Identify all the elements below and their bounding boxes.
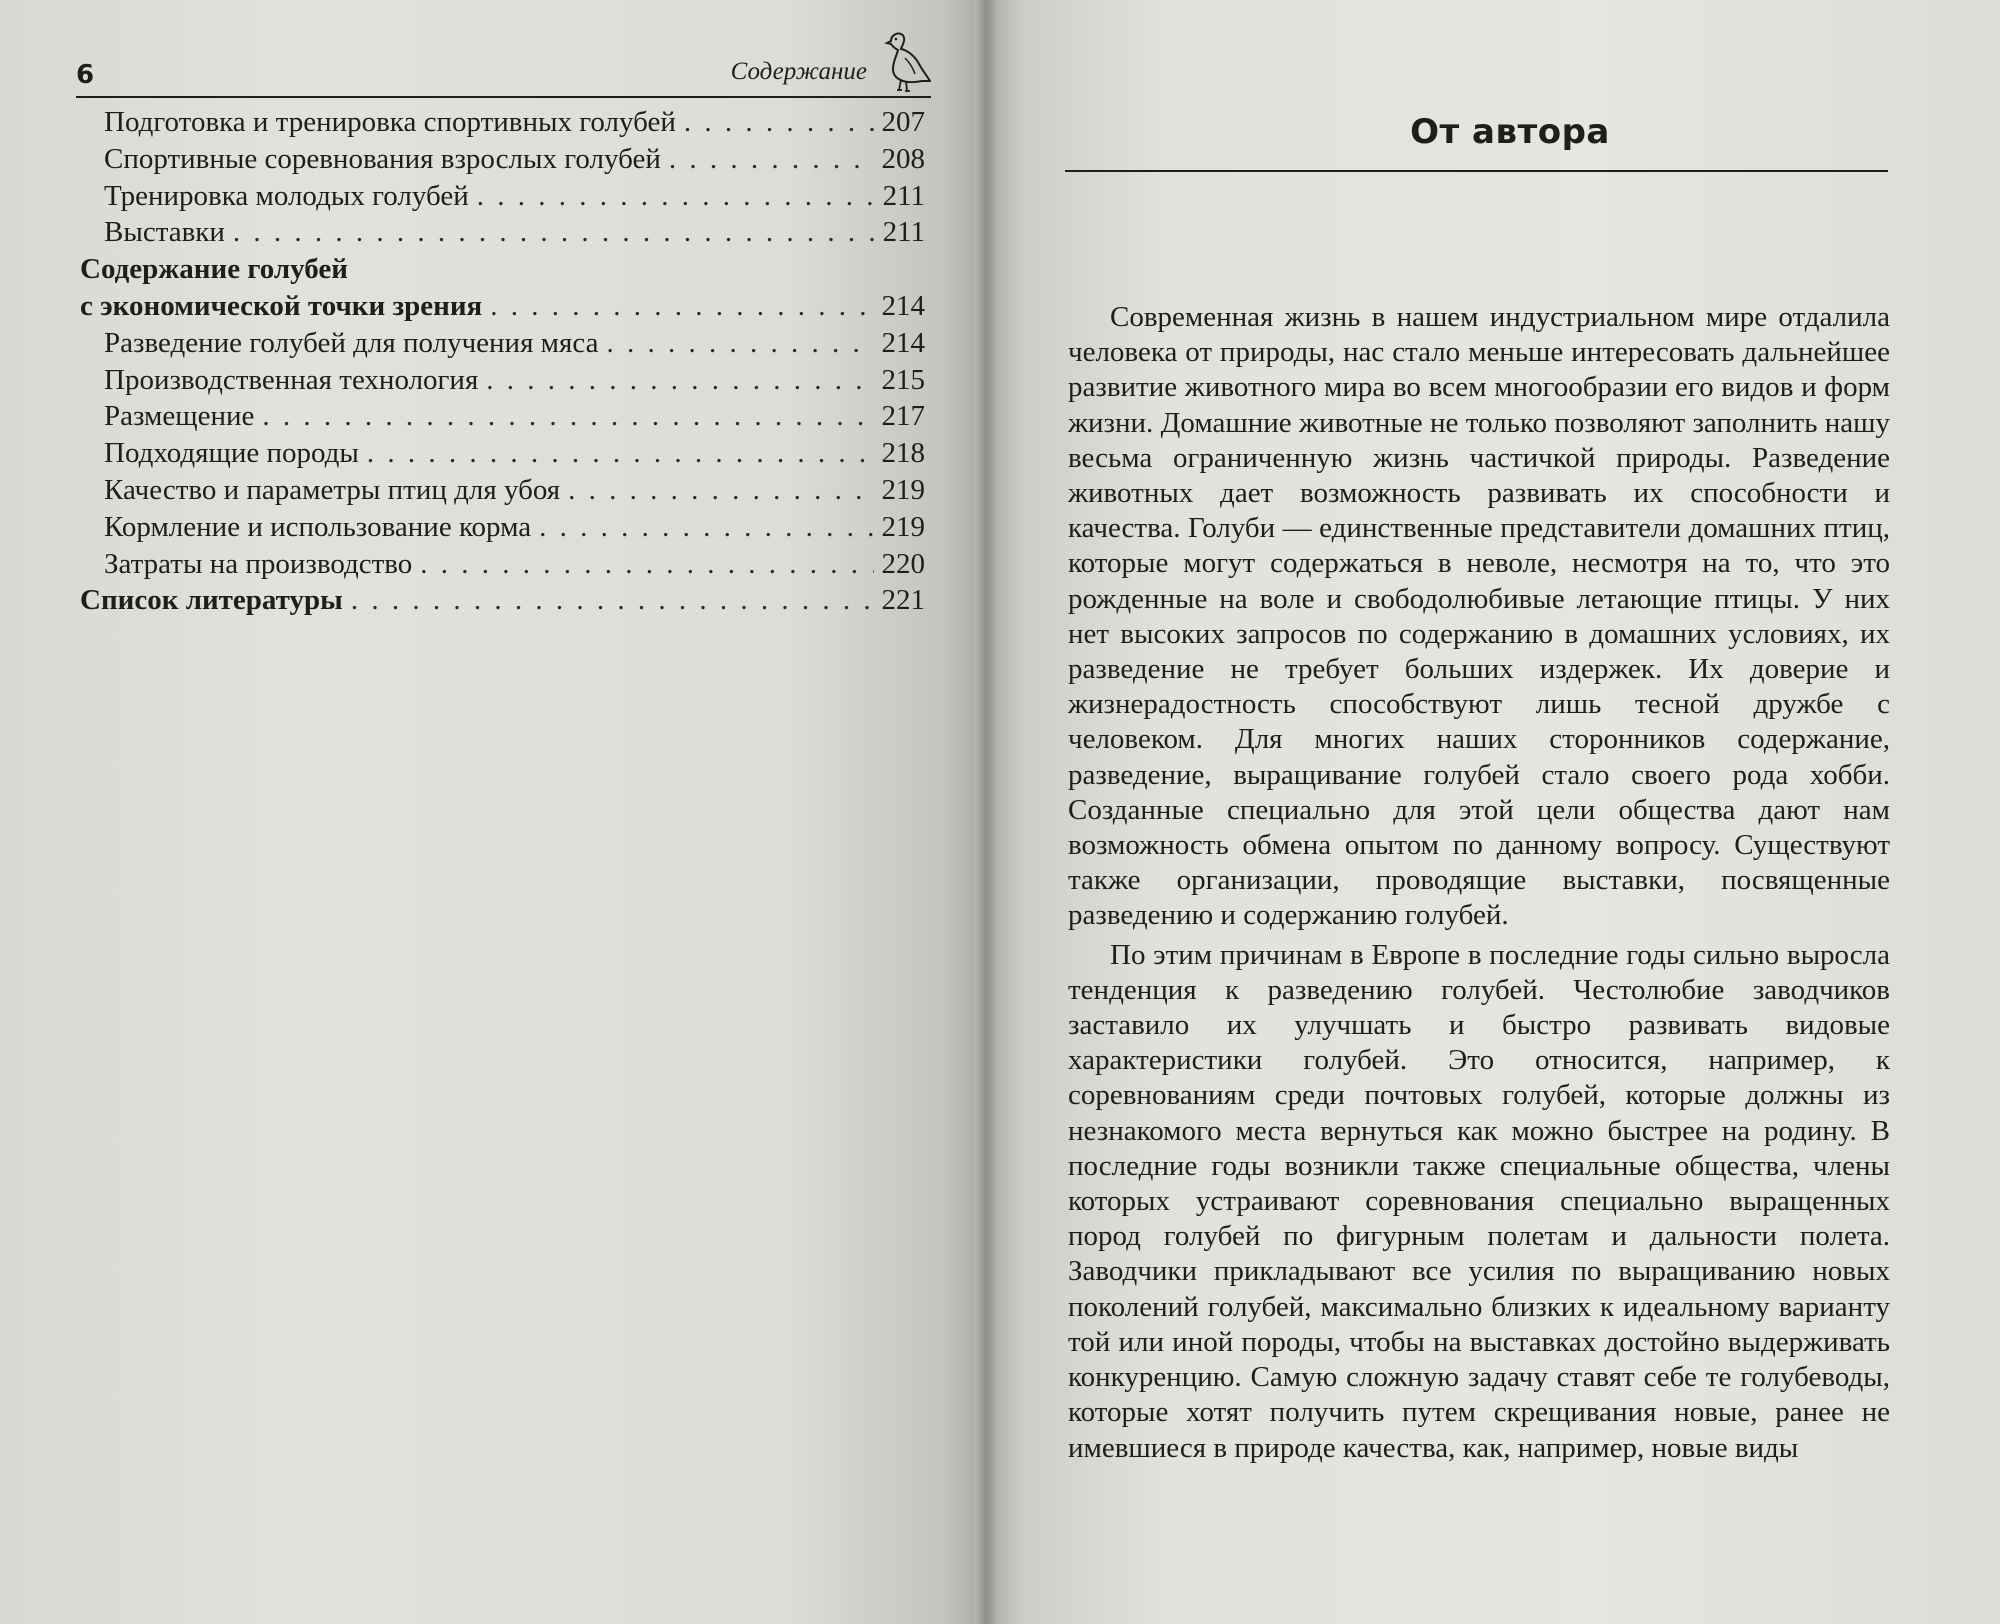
toc-leader-dots xyxy=(490,288,873,325)
toc-entry-title: Кормление и использование корма xyxy=(104,510,532,543)
toc-entry-page: 211 xyxy=(882,179,925,212)
chapter-title: От автора xyxy=(1410,112,1610,152)
paragraph: Современная жизнь в нашем индустриальном мире отдалила человека от природы, нас стало меньше интересовать дальнейшее развитие животного мира во всем многообразии его видов и форм жизни. Домашние животные не только позволяют заполнить нашу весьма ограниченную жизнь частичкой природы. Разведение животных дает возможность развивать их способности и качества. Голуби — единственные представители домашних птиц, которые могут содержаться в неволе, несмотря на то, что это рожденные на воле и свободолюбивые летающие птицы. У них нет высоких запросов по содержанию в домашних условиях, их разведение не требует больших издержек. Их доверие и жизнерадостность способствуют лишь тесной дружбе с человеком. Для многих наших сторонников содержание, разведение, выращивание голубей стало своего рода хобби. Созданные специально для этой цели общества дают нам возможность обмена опытом по данному вопросу. Существуют также организации, проводящие выставки, посвященные разведению и содержанию голубей. xyxy=(1068,301,1890,932)
toc-entry xyxy=(80,509,925,546)
toc-leader-dots xyxy=(367,435,874,472)
toc-entry-page: 211 xyxy=(882,216,925,249)
toc-entry xyxy=(80,398,925,435)
toc-entry-page: 219 xyxy=(881,473,925,506)
running-title: Содержание xyxy=(730,58,867,85)
toc-leader-dots xyxy=(539,509,873,546)
toc-entry-page: 214 xyxy=(881,289,925,322)
toc-entry-title: с экономической точки зрения xyxy=(80,289,483,322)
chapter-title-rule xyxy=(1065,170,1888,172)
table-of-contents xyxy=(80,104,925,619)
toc-entry-title: Подходящие породы xyxy=(104,437,359,470)
toc-entry xyxy=(80,288,925,325)
toc-entry xyxy=(80,362,925,399)
toc-leader-dots xyxy=(420,546,873,583)
header-rule xyxy=(76,96,931,98)
toc-leader-dots xyxy=(486,362,873,399)
book-gutter xyxy=(975,0,997,1624)
toc-entry xyxy=(80,178,925,215)
toc-entry-title: Тренировка молодых голубей xyxy=(104,179,469,212)
toc-entry-page: 221 xyxy=(881,584,925,617)
preface-body xyxy=(1068,300,1890,1466)
toc-entry-page: 214 xyxy=(881,326,925,359)
toc-entry-page: 207 xyxy=(881,106,925,138)
toc-leader-dots xyxy=(262,398,873,435)
toc-entry-title: Производственная технология xyxy=(104,363,479,396)
toc-entry-title: Выставки xyxy=(104,216,225,249)
toc-leader-dots xyxy=(477,178,875,215)
toc-entry-page: 208 xyxy=(881,142,925,175)
toc-leader-dots xyxy=(684,104,874,141)
toc-leader-dots xyxy=(568,472,873,509)
toc-leader-dots xyxy=(606,325,873,362)
toc-entry-title: Список литературы xyxy=(80,584,343,617)
toc-entry xyxy=(80,472,925,509)
pigeon-icon xyxy=(879,30,931,96)
toc-entry xyxy=(80,435,925,472)
paragraph: По этим причинам в Европе в последние годы сильно выросла тенденция к разведению голубей. Честолюбие заводчиков заставило их улучшать и быстро развивать видовые характеристики голубей. Это относится, например, к соревнованиям среди почтовых голубей, которые должны из незнакомого места вернуться как можно быстрее на родину. В последние годы возникли также специальные общества, члены которых устраивают соревнования специально выращенных пород голубей по фигурным полетам и дальности полета. Заводчики прикладывают все усилия по выращиванию новых поколений голубей, максимально близких к идеальному варианту той или иной породы, чтобы на выставках достойно выдерживать конкуренцию. Самую сложную задачу ставят себе те голубеводы, которые хотят получить путем скрещивания новые, ранее не имевшиеся в природе качества, как, например, новые виды xyxy=(1068,938,1890,1464)
toc-entry-page: 218 xyxy=(881,437,925,470)
toc-leader-dots xyxy=(669,141,874,178)
toc-entry-title: Качество и параметры птиц для убоя xyxy=(104,473,561,506)
toc-entry-title: Затраты на производство xyxy=(104,547,413,580)
toc-entry-title: Размещение xyxy=(104,400,255,433)
toc-entry-page: 220 xyxy=(881,547,925,580)
toc-entry-title: Подготовка и тренировка спортивных голубей xyxy=(104,106,676,138)
toc-entry-page: 217 xyxy=(881,400,925,433)
toc-entry-title: Содержание голубей xyxy=(80,253,348,286)
toc-entry-page: 219 xyxy=(881,510,925,543)
toc-entry xyxy=(80,214,925,251)
toc-leader-dots xyxy=(233,214,875,251)
toc-entry xyxy=(80,582,925,619)
toc-entry xyxy=(80,251,925,288)
toc-leader-dots xyxy=(351,582,874,619)
toc-entry-title: Спортивные соревнования взрослых голубей xyxy=(104,142,661,175)
running-head xyxy=(76,52,931,96)
toc-entry xyxy=(80,141,925,178)
toc-entry xyxy=(80,104,925,141)
toc-entry-title: Разведение голубей для получения мяса xyxy=(104,326,599,359)
toc-entry xyxy=(80,546,925,583)
toc-entry-page: 215 xyxy=(881,363,925,396)
page-number: 6 xyxy=(76,60,95,90)
toc-entry xyxy=(80,325,925,362)
